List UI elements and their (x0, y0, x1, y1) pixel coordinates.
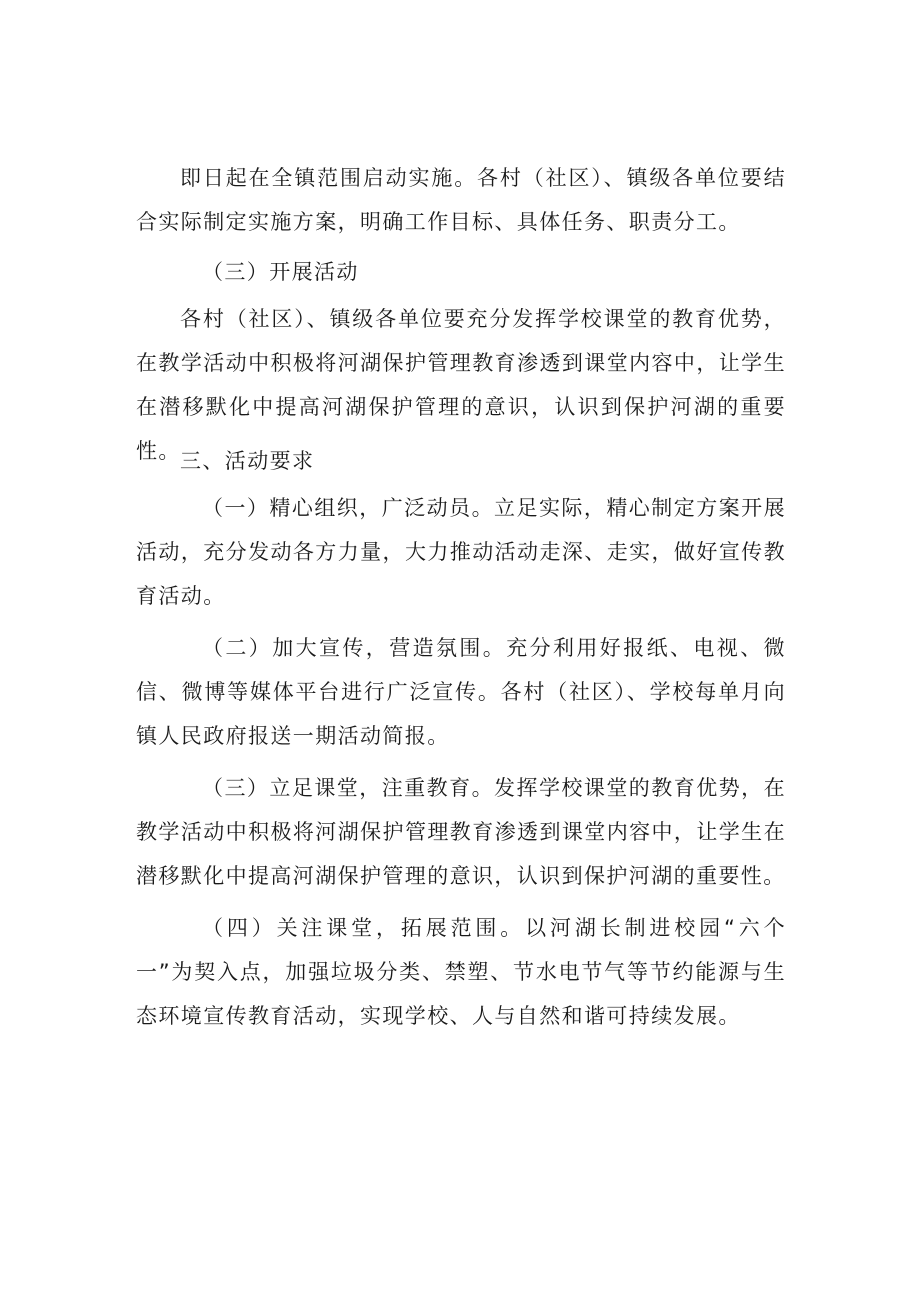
paragraph-requirement-1: （一）精心组织，广泛动员。立足实际，精心制定方案开展活动，充分发动各方力量，大力推动活动走深、走实，做好宣传教育活动。 (136, 496, 786, 608)
paragraph-activities-body: 各村（社区）、镇级各单位要充分发挥学校课堂的教育优势，在教学活动中积极将河湖保护管理教育渗透到课堂内容中，让学生在潜移默化中提高河湖保护管理的意识，认识到保护河湖的重要性。 (136, 307, 786, 463)
paragraph-implementation-start: 即日起在全镇范围启动实施。各村（社区）、镇级各单位要结合实际制定实施方案，明确工作目标、具体任务、职责分工。 (136, 166, 786, 234)
paragraph-requirement-3: （三）立足课堂，注重教育。发挥学校课堂的教育优势，在教学活动中积极将河湖保护管理教育渗透到课堂内容中，让学生在潜移默化中提高河湖保护管理的意识，认识到保护河湖的重要性。 (136, 776, 786, 888)
paragraph-requirement-2: （二）加大宣传，营造氛围。充分利用好报纸、电视、微信、微博等媒体平台进行广泛宣传。各村（社区）、学校每单月向镇人民政府报送一期活动简报。 (136, 636, 786, 748)
paragraph-requirement-4: （四）关注课堂，拓展范围。以河湖长制进校园“六个一”为契入点，加强垃圾分类、禁塑、节水电节气等节约能源与生态环境宣传教育活动，实现学校、人与自然和谐可持续发展。 (136, 916, 786, 1028)
section-heading-requirements: 三、活动要求 (180, 449, 315, 473)
subheading-activities: （三）开展活动 (202, 260, 359, 284)
